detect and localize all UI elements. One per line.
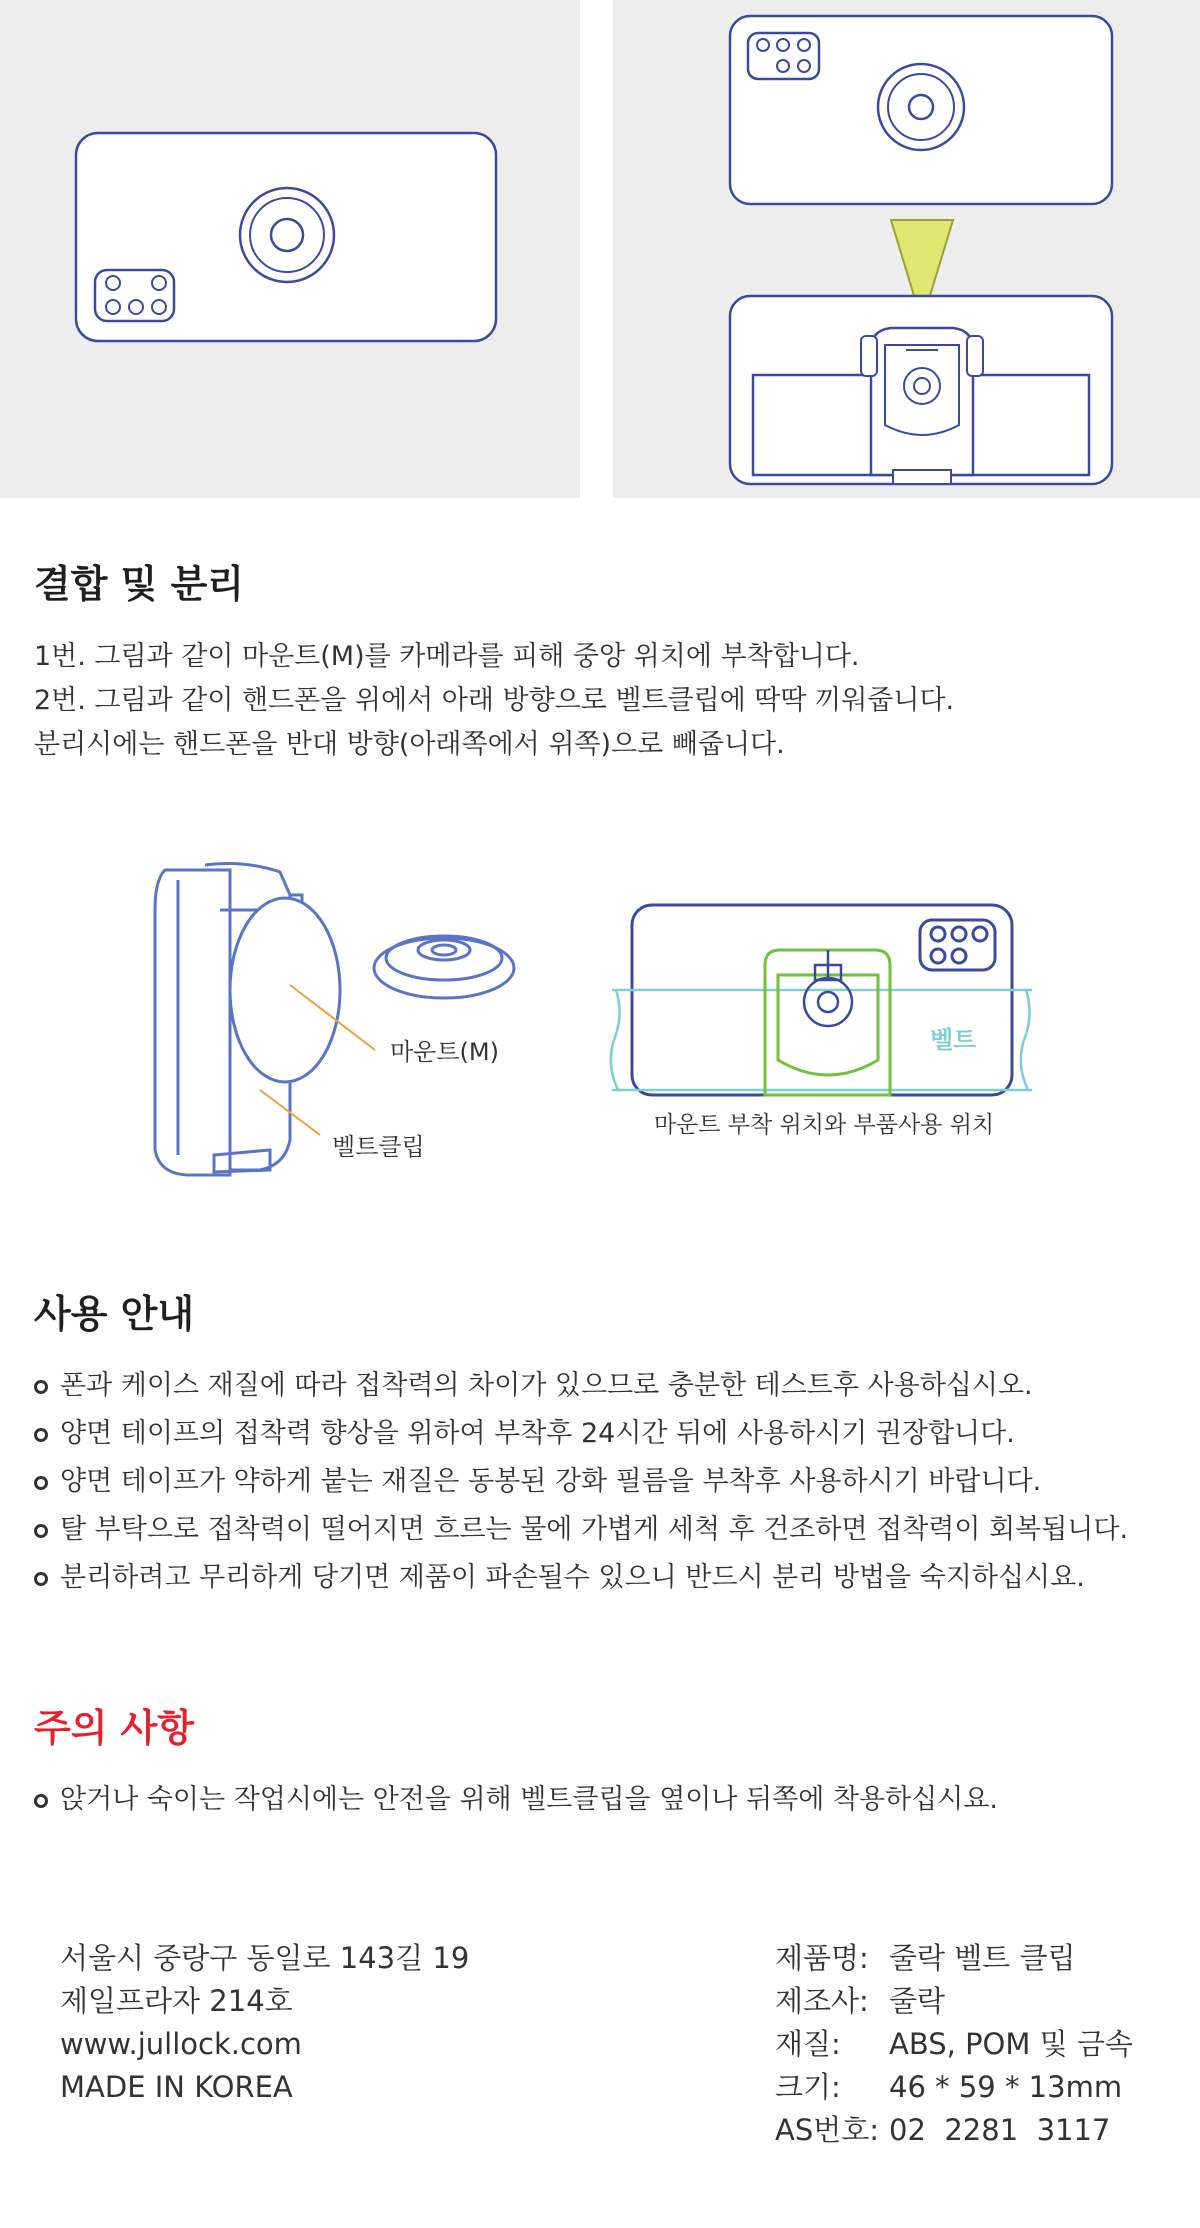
phone-front-illustration (632, 905, 1012, 1095)
spec-row: 재질: ABS, POM 및 금속 (775, 2027, 1133, 2061)
spec-row: AS번호: 02 2281 3117 (775, 2113, 1111, 2147)
illustration-panel-right (613, 0, 1200, 498)
company-address (60, 1937, 469, 2109)
section-title-usage: 사용 안내 (34, 1292, 195, 1336)
belt-label: 벨트 (930, 1026, 977, 1054)
mount-disc-illustration (230, 898, 340, 1082)
product-specs (775, 1937, 1133, 2152)
address-line: 제일프라자 214호 (60, 1984, 293, 2018)
bullet-icon (34, 1476, 48, 1490)
instruction-line: 분리시에는 핸드폰을 반대 방향(아래쪽에서 위쪽)으로 빼줍니다. (34, 729, 785, 760)
instruction-line: 2번. 그림과 같이 핸드폰을 위에서 아래 방향으로 벨트클립에 딱딱 끼워줍니다. (34, 685, 955, 716)
mount-label: 마운트(M) (390, 1038, 499, 1066)
caution-list (34, 1776, 998, 1824)
bullet-icon (34, 1428, 48, 1442)
address-line: 서울시 중랑구 동일로 143길 19 (60, 1941, 470, 1975)
usage-list (34, 1362, 1128, 1602)
list-item: 폰과 케이스 재질에 따라 접착력의 차이가 있으므로 충분한 테스트후 사용하십시오. (34, 1362, 1128, 1410)
section-title-caution: 주의 사항 (34, 1706, 195, 1750)
illustration-panel-left (0, 0, 580, 498)
spec-row: 제품명: 줄락 벨트 클립 (775, 1941, 1076, 1975)
list-item: 탈 부탁으로 접착력이 떨어지면 흐르는 물에 가볍게 세척 후 건조하면 접착력이 회복됩니다. (34, 1506, 1128, 1554)
bullet-icon (34, 1794, 48, 1808)
bullet-icon (34, 1380, 48, 1394)
spec-row: 제조사: 줄락 (775, 1984, 946, 2018)
phone-back-illustration (0, 0, 580, 498)
spec-row: 크기: 46 * 59 * 13mm (775, 2070, 1123, 2104)
mount-puck-illustration (374, 936, 514, 998)
origin-line: MADE IN KOREA (60, 2070, 293, 2104)
section-title-combine: 결합 및 분리 (34, 562, 244, 606)
bullet-icon (34, 1572, 48, 1586)
list-item: 양면 테이프가 약하게 붙는 재질은 동봉된 강화 필름을 부착후 사용하시기 바랍니다. (34, 1458, 1128, 1506)
attach-illustration (613, 0, 1200, 498)
bullet-icon (34, 1524, 48, 1538)
website-link[interactable]: www.jullock.com (60, 2027, 302, 2061)
list-item: 앉거나 숙이는 작업시에는 안전을 위해 벨트클립을 옆이나 뒤쪽에 착용하십시요. (34, 1776, 998, 1824)
combine-instructions (34, 635, 954, 767)
instruction-line: 1번. 그림과 같이 마운트(M)를 카메라를 피해 중앙 위치에 부착합니다. (34, 641, 860, 672)
list-item: 양면 테이프의 접착력 향상을 위하여 부착후 24시간 뒤에 사용하시기 권장합니다. (34, 1410, 1128, 1458)
mount-diagram (0, 850, 1200, 1190)
list-item: 분리하려고 무리하게 당기면 제품이 파손될수 있으니 반드시 분리 방법을 숙지하십시요. (34, 1554, 1128, 1602)
clip-label: 벨트클립 (332, 1133, 425, 1161)
diagram-caption: 마운트 부착 위치와 부품사용 위치 (653, 1112, 995, 1138)
